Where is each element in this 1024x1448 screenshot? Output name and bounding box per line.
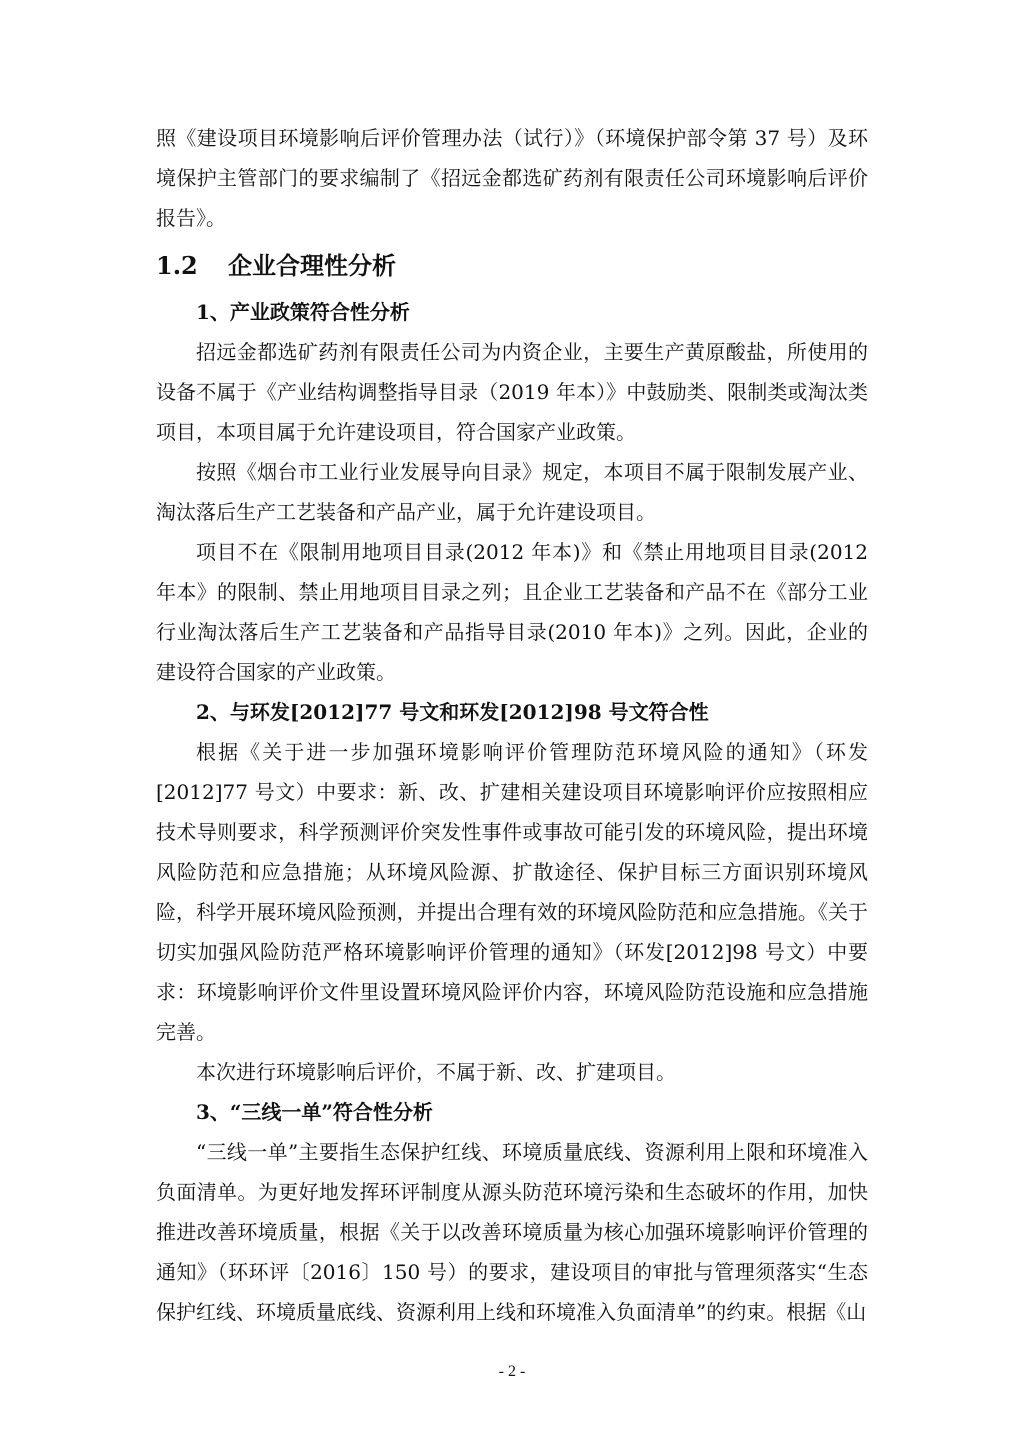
page-content bbox=[156, 118, 868, 1332]
page-number: - 2 - bbox=[498, 1363, 526, 1380]
section-title: 企业合理性分析 bbox=[228, 251, 396, 280]
section-heading bbox=[156, 244, 868, 288]
paragraph: 按照《烟台市工业行业发展导向目录》规定，本项目不属于限制发展产业、淘汰落后生产工艺装备和产品产业，属于允许建设项目。 bbox=[156, 460, 868, 524]
subsection-heading-env-documents: 2、与环发[2012]77 号文和环发[2012]98 号文符合性 bbox=[196, 700, 709, 724]
paragraph: 照《建设项目环境影响后评价管理办法（试行）》（环境保护部令第 37 号）及环境保护主管部门的要求编制了《招远金都选矿药剂有限责任公司环境影响后评价报告》。 bbox=[156, 126, 868, 230]
paragraph: “三线一单”主要指生态保护红线、环境质量底线、资源利用上限和环境准入负面清单。为更好地发挥环评制度从源头防范环境污染和生态破坏的作用，加快推进改善环境质量，根据《关于以改善环境质量为核心加强环境影响评价管理的通知》（环环评〔2016〕150 号）的要求，建设项目的审批与管理须落实“生态保护红线、环境质量底线、资源利用上线和环境准入负面清单”的约束。根据《山 bbox=[156, 1140, 868, 1324]
paragraph: 本次进行环境影响后评价，不属于新、改、扩建项目。 bbox=[196, 1060, 676, 1084]
subsection-heading-three-lines-one-list: 3、“三线一单”符合性分析 bbox=[196, 1100, 433, 1124]
paragraph: 招远金都选矿药剂有限责任公司为内资企业，主要生产黄原酸盐，所使用的设备不属于《产业结构调整指导目录（2019 年本）》中鼓励类、限制类或淘汰类项目，本项目属于允许建设项目，符合国家产业政策。 bbox=[156, 340, 868, 444]
paragraph: 项目不在《限制用地项目目录(2012 年本)》和《禁止用地项目目录(2012 年本》的限制、禁止用地项目目录之列；且企业工艺装备和产品不在《部分工业行业淘汰落后生产工艺装备和产品指导目录(2010 年本)》之列。因此，企业的建设符合国家的产业政策。 bbox=[156, 540, 868, 684]
paragraph: 根据《关于进一步加强环境影响评价管理防范环境风险的通知》（环发[2012]77 号文）中要求：新、改、扩建相关建设项目环境影响评价应按照相应技术导则要求，科学预测评价突发性事件或事故可能引发的环境风险，提出环境风险防范和应急措施；从环境风险源、扩散途径、保护目标三方面识别环境风险，科学开展环境风险预测，并提出合理有效的环境风险防范和应急措施。《关于切实加强风险防范严格环境影响评价管理的通知》（环发[2012]98 号文）中要求：环境影响评价文件里设置环境风险评价内容，环境风险防范设施和应急措施完善。 bbox=[156, 740, 868, 1044]
subsection-heading-industry-policy: 1、产业政策符合性分析 bbox=[196, 300, 410, 324]
section-number: 1.2 bbox=[156, 251, 198, 280]
